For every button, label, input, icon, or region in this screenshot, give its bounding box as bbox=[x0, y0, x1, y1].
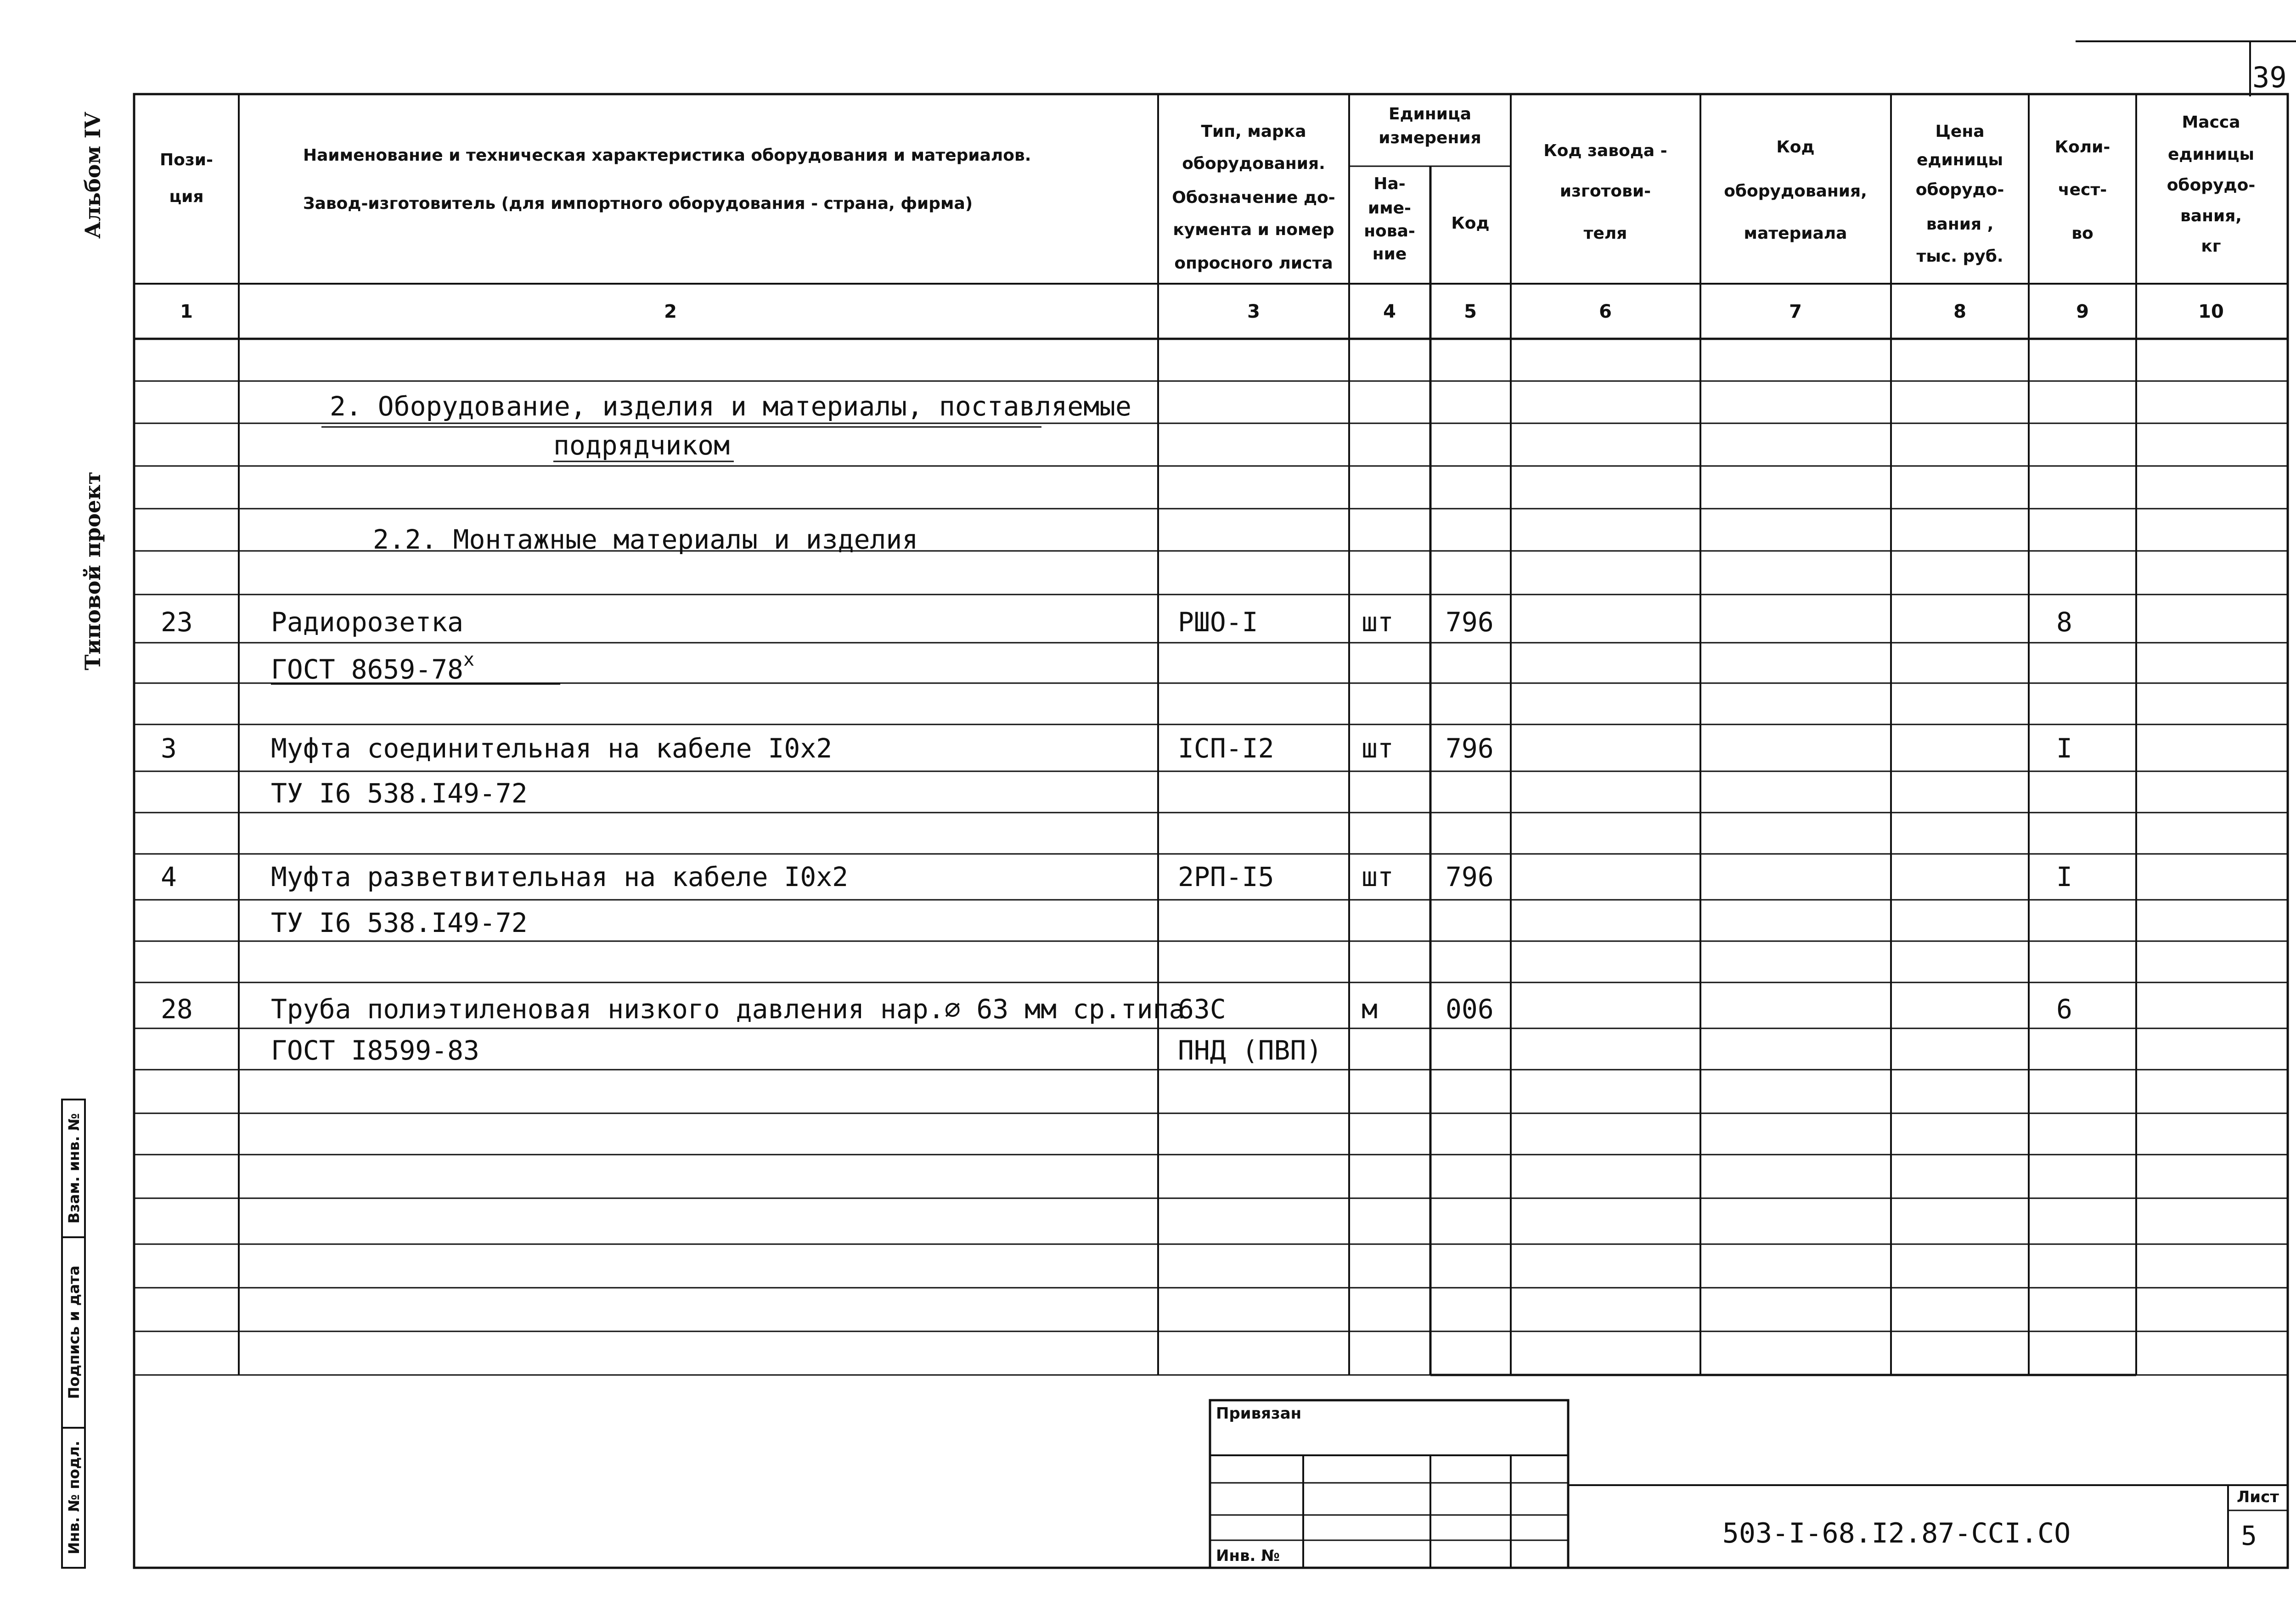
stamp-inv-no: Инв. № bbox=[1216, 1547, 1280, 1565]
col-num-6: 6 bbox=[1599, 301, 1612, 322]
section-title-line2: подрядчиком bbox=[553, 430, 730, 461]
row-qty: I bbox=[2056, 861, 2072, 892]
page-number: 39 bbox=[2252, 61, 2287, 94]
row-type: 2РП-I5 bbox=[1178, 861, 1274, 892]
hdr-type-5: опросного листа bbox=[1174, 254, 1333, 273]
row-name: Труба полиэтиленовая низкого давления нар.⌀ 63 мм ср.типа bbox=[271, 993, 1185, 1025]
col-num-4: 4 bbox=[1383, 301, 1396, 322]
sheet-label: Лист bbox=[2237, 1488, 2279, 1506]
section-title-line1: 2. Оборудование, изделия и материалы, поставляемые bbox=[330, 391, 1131, 422]
table-row bbox=[161, 993, 2072, 1066]
hdr-type-3: Обозначение до- bbox=[1172, 188, 1335, 207]
hdr-factory-3: теля bbox=[1583, 224, 1627, 243]
row-pos: 23 bbox=[161, 606, 193, 638]
row-pos: 28 bbox=[161, 993, 193, 1025]
hdr-pos-1: Пози- bbox=[160, 151, 213, 169]
svg-text:ГОСТ 8659-78x bbox=[271, 649, 474, 685]
hdr-type-1: Тип, марка bbox=[1201, 122, 1306, 141]
inv-zam-label: Взам. инв. № bbox=[65, 1113, 83, 1224]
col-num-8: 8 bbox=[1953, 301, 1966, 322]
hdr-name-2: Завод-изготовитель (для импортного оборудования - страна, фирма) bbox=[303, 194, 973, 213]
col-num-1: 1 bbox=[180, 301, 193, 322]
row-code: 796 bbox=[1446, 861, 1494, 892]
hdr-qty-3: во bbox=[2071, 224, 2093, 243]
row-type: 63С bbox=[1178, 993, 1226, 1025]
row-name: Муфта соединительная на кабеле I0x2 bbox=[271, 733, 833, 764]
project-label: Типовой проект bbox=[80, 471, 105, 670]
hdr-type-4: кумента и номер bbox=[1173, 220, 1334, 239]
hdr-price-3: оборудо- bbox=[1915, 180, 2004, 199]
col-num-10: 10 bbox=[2198, 301, 2224, 322]
hdr-price-1: Цена bbox=[1935, 122, 1985, 141]
row-pos: 3 bbox=[161, 733, 177, 764]
sheet-number: 5 bbox=[2241, 1520, 2257, 1551]
stamp-privyazan: Привязан bbox=[1216, 1404, 1302, 1423]
row-type-2: ПНД (ПВП) bbox=[1178, 1035, 1322, 1066]
col-num-9: 9 bbox=[2076, 301, 2089, 322]
row-pos: 4 bbox=[161, 861, 177, 892]
hdr-factory-2: изготови- bbox=[1559, 182, 1651, 201]
hdr-name-1: Наименование и техническая характеристика оборудования и материалов. bbox=[303, 146, 1031, 165]
row-name-superscript: x bbox=[463, 649, 475, 670]
hdr-factory-1: Код завода - bbox=[1543, 141, 1667, 160]
row-name: Муфта разветвительная на кабеле I0x2 bbox=[271, 861, 849, 892]
hdr-unitname-3: нова- bbox=[1364, 222, 1415, 241]
row-unit: шт bbox=[1362, 861, 1394, 892]
row-code: 796 bbox=[1446, 733, 1494, 764]
col-num-5: 5 bbox=[1464, 301, 1477, 322]
hdr-unit-1: Единица bbox=[1389, 105, 1471, 123]
hdr-qty-1: Коли- bbox=[2054, 138, 2110, 157]
section-subtitle: 2.2. Монтажные материалы и изделия bbox=[373, 524, 918, 555]
row-code: 006 bbox=[1446, 993, 1494, 1025]
row-name-standard: ГОСТ I8599-83 bbox=[271, 1035, 479, 1066]
row-type: IСП-I2 bbox=[1178, 733, 1274, 764]
hdr-mass-1: Масса bbox=[2182, 113, 2240, 132]
row-unit: шт bbox=[1362, 606, 1394, 638]
hdr-unitname-1: На- bbox=[1373, 174, 1406, 193]
row-qty: I bbox=[2056, 733, 2072, 764]
sign-date-label: Подпись и дата bbox=[65, 1265, 83, 1399]
row-name-standard: ТУ I6 538.I49-72 bbox=[271, 907, 528, 938]
hdr-equip-2: оборудования, bbox=[1724, 182, 1867, 201]
row-unit: шт bbox=[1362, 733, 1394, 764]
table-header bbox=[160, 105, 2255, 273]
row-unit: м bbox=[1362, 993, 1378, 1025]
row-type: РШО-I bbox=[1178, 606, 1258, 638]
hdr-mass-4: вания, bbox=[2180, 207, 2242, 225]
hdr-pos-2: ция bbox=[169, 187, 204, 206]
hdr-unitname-4: ние bbox=[1372, 245, 1407, 264]
title-block bbox=[1210, 1400, 2288, 1568]
hdr-price-4: вания , bbox=[1926, 215, 1994, 234]
hdr-equip-1: Код bbox=[1776, 138, 1815, 157]
album-label: Альбом IV bbox=[80, 112, 105, 239]
hdr-type-2: оборудования. bbox=[1182, 154, 1325, 173]
hdr-equip-3: материала bbox=[1744, 224, 1847, 243]
hdr-mass-2: единицы bbox=[2167, 145, 2255, 164]
col-num-2: 2 bbox=[664, 301, 677, 322]
inv-podl-label: Инв. № подл. bbox=[65, 1441, 83, 1554]
row-name: Радиорозетка bbox=[271, 606, 464, 638]
row-code: 796 bbox=[1446, 606, 1494, 638]
hdr-qty-2: чест- bbox=[2058, 180, 2107, 199]
column-numbers bbox=[180, 301, 2224, 322]
hdr-unitcode: Код bbox=[1451, 214, 1490, 233]
row-qty: 6 bbox=[2056, 993, 2072, 1025]
hdr-unitname-2: име- bbox=[1367, 199, 1412, 218]
row-name-standard: ТУ I6 538.I49-72 bbox=[271, 778, 528, 809]
hdr-mass-5: кг bbox=[2201, 237, 2221, 256]
hdr-mass-3: оборудо- bbox=[2167, 176, 2256, 195]
hdr-unit-2: измерения bbox=[1379, 129, 1481, 147]
row-qty: 8 bbox=[2056, 606, 2072, 638]
hdr-price-2: единицы bbox=[1916, 151, 2003, 169]
col-num-7: 7 bbox=[1789, 301, 1802, 322]
document-code: 503-I-68.I2.87-ССI.СО bbox=[1722, 1517, 2071, 1549]
hdr-price-5: тыс. руб. bbox=[1916, 247, 2003, 266]
table-row bbox=[161, 606, 2072, 685]
row-name-standard: ГОСТ 8659-78 bbox=[271, 654, 464, 685]
col-num-3: 3 bbox=[1247, 301, 1260, 322]
